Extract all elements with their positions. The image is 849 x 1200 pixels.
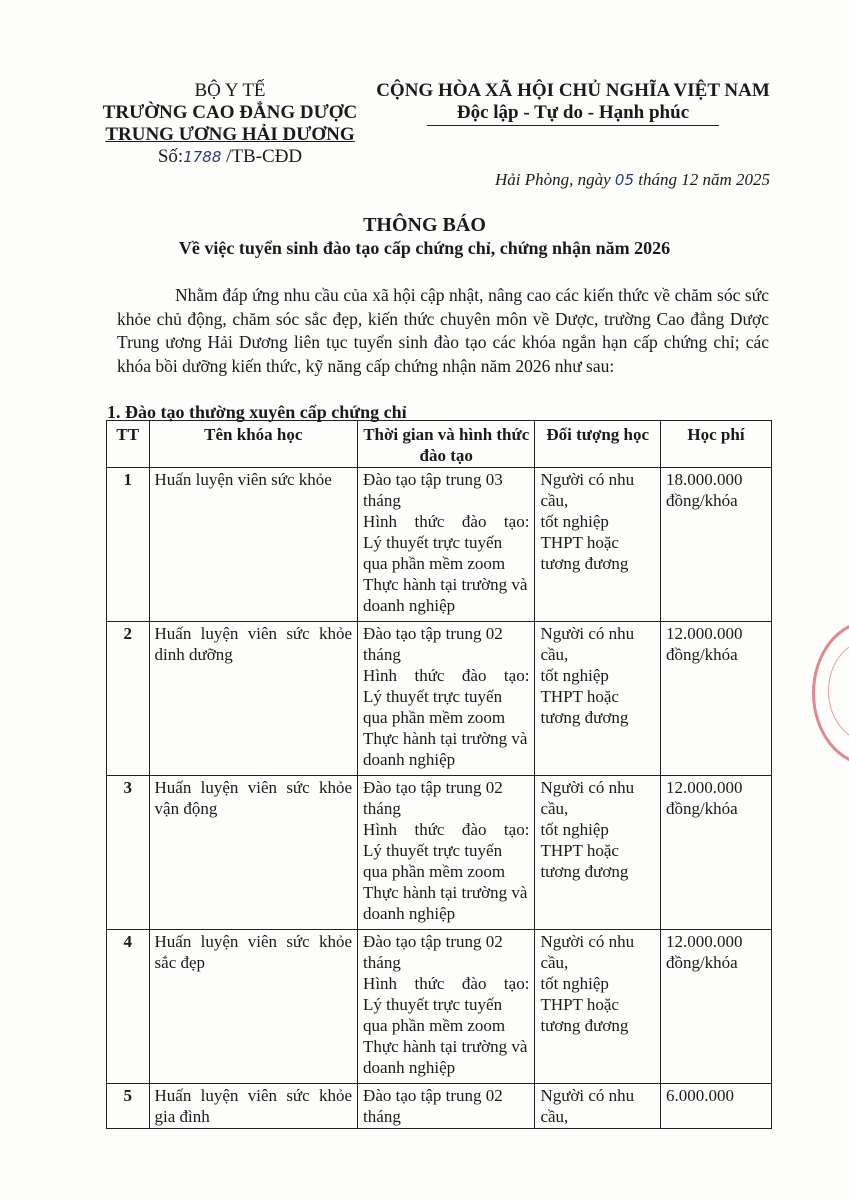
course-time [358, 930, 535, 1084]
course-time [358, 468, 535, 622]
time-practice: Thực hành tại trường và doanh nghiệp [363, 575, 528, 615]
header-tt: TT [107, 421, 150, 468]
time-duration: Đào tạo tập trung 03 tháng [363, 470, 503, 510]
time-duration: Đào tạo tập trung 02 tháng [363, 778, 503, 818]
time-format-label: Hình thức đào tạo: [363, 666, 530, 685]
national-header [368, 80, 778, 126]
target-line1: Người có nhu cầu, [540, 932, 635, 972]
header-target: Đối tượng học [535, 421, 661, 468]
target-line1: Người có nhu cầu, [540, 624, 635, 664]
time-format-label: Hình thức đào tạo: [363, 974, 530, 993]
course-target [535, 468, 661, 622]
course-table [106, 420, 772, 1129]
time-duration: Đào tạo tập trung 02 tháng [363, 1086, 503, 1126]
course-fee: 18.000.000 đồng/khóa [660, 468, 771, 622]
time-duration: Đào tạo tập trung 02 tháng [363, 932, 503, 972]
header-time-format: Thời gian và hình thức đào tạo [358, 421, 535, 468]
target-line1: Người có nhu cầu, [540, 470, 635, 510]
date-place: Hải Phòng, ngày [494, 170, 615, 189]
ministry-name: BỘ Y TẾ [194, 80, 266, 101]
course-time [358, 622, 535, 776]
course-name: Huấn luyện viên sức khỏe [149, 468, 358, 622]
school-name-line2: TRUNG ƯƠNG HẢI DƯƠNG [105, 124, 355, 145]
date-rest: tháng 12 năm 2025 [634, 170, 770, 189]
course-target [535, 1084, 661, 1129]
document-number-suffix: /TB-CĐD [221, 146, 303, 167]
course-name: Huấn luyện viên sức khỏe sắc đẹp [149, 930, 358, 1084]
row-number: 4 [107, 930, 150, 1084]
table-row [107, 468, 772, 622]
course-fee: 12.000.000 đồng/khóa [660, 930, 771, 1084]
course-fee: 12.000.000 đồng/khóa [660, 776, 771, 930]
row-number: 1 [107, 468, 150, 622]
time-duration: Đào tạo tập trung 02 tháng [363, 624, 503, 664]
table-row [107, 930, 772, 1084]
target-line1: Người có nhu cầu, [540, 1086, 635, 1126]
target-line2: tốt nghiệp THPT hoặc tương đương [540, 512, 629, 573]
target-line2: tốt nghiệp THPT hoặc tương đương [540, 820, 629, 881]
time-practice: Thực hành tại trường và doanh nghiệp [363, 1037, 528, 1077]
course-fee: 12.000.000 đồng/khóa [660, 622, 771, 776]
header-course-name: Tên khóa học [149, 421, 358, 468]
document-number-prefix: Số: [157, 146, 184, 167]
course-name: Huấn luyện viên sức khỏe vận động [149, 776, 358, 930]
table-header-row [107, 421, 772, 468]
date-line [430, 170, 770, 190]
time-theory: Lý thuyết trực tuyến qua phần mềm zoom [363, 995, 506, 1035]
school-name-line1: TRƯỜNG CAO ĐẲNG DƯỢC [102, 102, 358, 123]
time-practice: Thực hành tại trường và doanh nghiệp [363, 883, 528, 923]
course-name: Huấn luyện viên sức khỏe gia đình [149, 1084, 358, 1129]
row-number: 2 [107, 622, 150, 776]
time-practice: Thực hành tại trường và doanh nghiệp [363, 729, 528, 769]
course-target [535, 622, 661, 776]
course-target [535, 930, 661, 1084]
country-name: CỘNG HÒA XÃ HỘI CHỦ NGHĨA VIỆT NAM [376, 80, 770, 101]
table-row [107, 776, 772, 930]
issuer-block [100, 80, 360, 168]
target-line2: tốt nghiệp THPT hoặc tương đương [540, 666, 629, 727]
row-number: 3 [107, 776, 150, 930]
course-time [358, 776, 535, 930]
header-fee: Học phí [660, 421, 771, 468]
document-number-handwritten: 1788 [183, 148, 222, 166]
time-format-label: Hình thức đào tạo: [363, 820, 530, 839]
table-row [107, 1084, 772, 1129]
section-heading-1: 1. Đào tạo thường xuyên cấp chứng chỉ [107, 402, 407, 422]
course-name: Huấn luyện viên sức khỏe dinh dưỡng [149, 622, 358, 776]
intro-paragraph: Nhằm đáp ứng nhu cầu của xã hội cập nhật, nâng cao các kiến thức về chăm sóc sức khỏe chủ động, chăm sóc sắc đẹp, kiến thức chuyên môn về Dược, trường Cao đẳng Dược Trung ương Hải Dương liên tục tuyển sinh đào tạo các khóa ngắn hạn cấp chứng chỉ; các khóa bồi dưỡng kiến thức, kỹ năng cấp chứng nhận năm 2026 như sau: [117, 285, 769, 376]
target-line1: Người có nhu cầu, [540, 778, 635, 818]
national-motto: Độc lập - Tự do - Hạnh phúc [427, 102, 719, 126]
document-title: THÔNG BÁO [363, 214, 486, 236]
table-row [107, 622, 772, 776]
time-theory: Lý thuyết trực tuyến qua phần mềm zoom [363, 687, 506, 727]
course-time [358, 1084, 535, 1129]
time-theory: Lý thuyết trực tuyến qua phần mềm zoom [363, 841, 506, 881]
time-theory: Lý thuyết trực tuyến qua phần mềm zoom [363, 533, 506, 573]
target-line2: tốt nghiệp THPT hoặc tương đương [540, 974, 629, 1035]
document-subtitle: Về việc tuyển sinh đào tạo cấp chứng chỉ, chứng nhận năm 2026 [178, 238, 671, 258]
course-target [535, 776, 661, 930]
course-fee: 6.000.000 [660, 1084, 771, 1129]
time-format-label: Hình thức đào tạo: [363, 512, 530, 531]
date-day-handwritten: 05 [614, 171, 634, 189]
document-number [100, 146, 360, 168]
row-number: 5 [107, 1084, 150, 1129]
